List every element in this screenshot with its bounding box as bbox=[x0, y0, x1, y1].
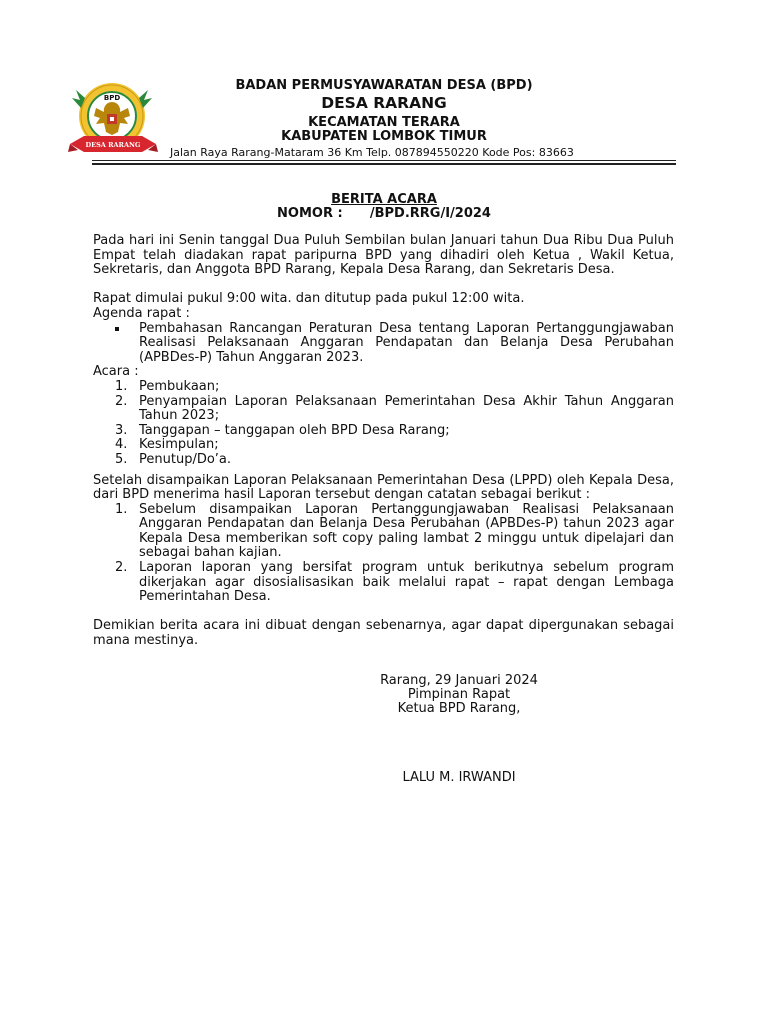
signature-date: Rarang, 29 Januari 2024 bbox=[380, 673, 538, 688]
institution-name: BADAN PERMUSYAWARATAN DESA (BPD) bbox=[235, 78, 533, 93]
findings-item: 1. Sebelum disampaikan Laporan Pertanggungjawaban Realisasi Pelaksanaan Anggaran Pendapatan dan Belanja Desa Perubahan (APBDes-P) tahun 2023 agar Kepala Desa memberikan soft copy paling lambat 2 minggu untuk dipelajari dan sebagai bahan kajian. bbox=[115, 501, 674, 561]
letterhead-rule-thin bbox=[92, 160, 676, 161]
document-title: BERITA ACARA bbox=[331, 192, 437, 207]
agenda-label: Agenda rapat : bbox=[93, 305, 190, 321]
acara-item: 5. Penutup/Do’a. bbox=[115, 451, 232, 467]
acara-label: Acara : bbox=[93, 364, 139, 380]
bullet-icon bbox=[115, 327, 119, 331]
signature-role-2: Ketua BPD Rarang, bbox=[397, 701, 521, 716]
findings-intro: Setelah disampaikan Laporan Pelaksanaan Pemerintahan Desa (LPPD) oleh Kepala Desa, dari BPD menerima hasil Laporan tersebut dengan catatan sebagai berikut : bbox=[93, 472, 674, 503]
acara-item: 2. Penyampaian Laporan Pelaksanaan Pemerintahan Desa Akhir Tahun Anggaran Tahun 2023; bbox=[115, 393, 674, 424]
address-line: Jalan Raya Rarang-Mataram 36 Km Telp. 087894550220 Kode Pos: 83663 bbox=[170, 146, 574, 159]
document-number: NOMOR : /BPD.RRG/I/2024 bbox=[277, 206, 491, 221]
svg-text:BPD: BPD bbox=[103, 94, 121, 102]
schedule-text: Rapat dimulai pukul 9:00 wita. dan ditutup pada pukul 12:00 wita. bbox=[93, 291, 525, 307]
signatory-name: LALU M. IRWANDI bbox=[402, 770, 516, 785]
village-name: DESA RARANG bbox=[321, 94, 447, 112]
svg-text:DESA RARANG: DESA RARANG bbox=[85, 141, 141, 149]
acara-item: 4. Kesimpulan; bbox=[115, 437, 219, 453]
district-name: KECAMATAN TERARA bbox=[308, 115, 460, 130]
acara-item: 1. Pembukaan; bbox=[115, 378, 220, 394]
opening-paragraph: Pada hari ini Senin tanggal Dua Puluh Sembilan bulan Januari tahun Dua Ribu Dua Puluh Empat telah diadakan rapat paripurna BPD yang dihadiri oleh Ketua , Wakil Ketua, Sekretaris, dan Anggota BPD Rarang, Kepala Desa Rarang, dan Sekretaris Desa. bbox=[93, 233, 674, 278]
acara-item: 3. Tanggapan – tanggapan oleh BPD Desa Rarang; bbox=[115, 422, 450, 438]
findings-item: 2. Laporan laporan yang bersifat program untuk berikutnya sebelum program dikerjakan agar disosialisasikan baik melalui rapat – rapat dengan Lembaga Pemerintahan Desa. bbox=[115, 560, 674, 605]
regency-name: KABUPATEN LOMBOK TIMUR bbox=[281, 129, 487, 144]
signature-role-1: Pimpinan Rapat bbox=[407, 687, 511, 702]
letterhead-rule-thick bbox=[92, 163, 676, 165]
agenda-item: Pembahasan Rancangan Peraturan Desa tentang Laporan Pertanggungjawaban Realisasi Pelaksanaan Anggaran Pendapatan dan Belanja Desa Perubahan (APBDes-P) Tahun Anggaran 2023. bbox=[93, 322, 674, 366]
document-body bbox=[93, 234, 674, 649]
closing-paragraph: Demikian berita acara ini dibuat dengan sebenarnya, agar dapat dipergunakan sebagai mana mestinya. bbox=[93, 618, 674, 649]
